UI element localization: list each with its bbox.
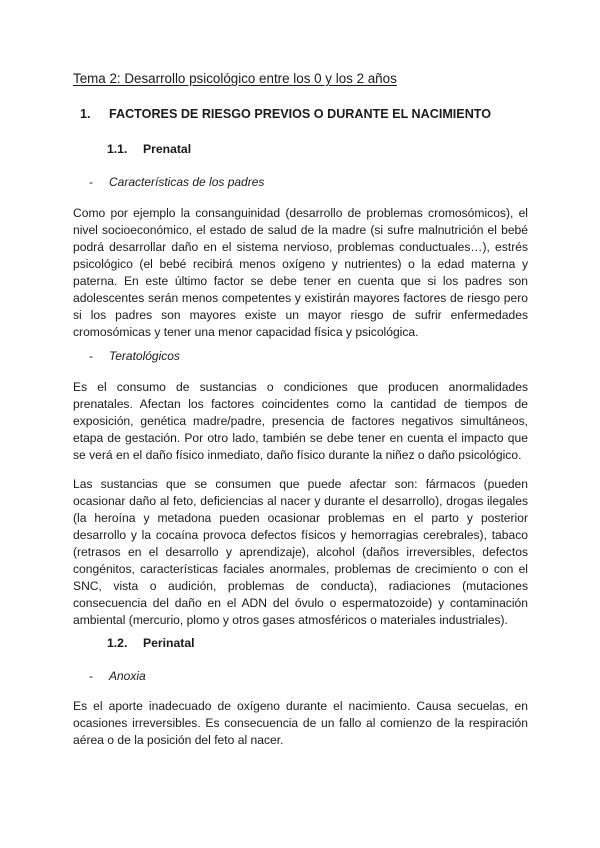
bullet-label: Teratológicos — [109, 349, 180, 363]
bullet-dash: - — [89, 175, 93, 189]
paragraph-caracteristicas: Como por ejemplo la consanguinidad (desarrollo de problemas cromosómicos), el nivel socioeconómico, el estado de salud de la madre (si sufre malnutrición el bebé podrá desarrollar daño en el sistema nervioso, problemas conductuales…), estrés psicológico (el bebé recibirá menos oxígeno y nutrientes) o la edad materna y paterna. En este último factor se debe tener en cuenta que si los padres son adolescentes serán menos competentes y existirán mayores factores de riesgo pero si los padres son mayores existe un mayor riesgo de sufrir enfermedades cromosómicas y tener una menor capacidad física y psicológica. — [73, 206, 528, 339]
subsection-heading-perinatal — [107, 636, 194, 650]
bullet-label: Anoxia — [109, 669, 146, 683]
bullet-teratologicos — [89, 349, 180, 363]
subsection-number: 1.1. — [107, 142, 128, 156]
section-title: FACTORES DE RIESGO PREVIOS O DURANTE EL NACIMIENTO — [109, 107, 492, 121]
subsection-title: Perinatal — [143, 636, 195, 650]
section-heading — [80, 107, 491, 121]
bullet-dash: - — [89, 349, 93, 363]
bullet-caracteristicas-padres — [89, 175, 264, 189]
subsection-heading-prenatal — [107, 142, 191, 156]
subsection-number: 1.2. — [107, 636, 128, 650]
bullet-anoxia — [89, 669, 146, 683]
paragraph-teratologicos: Es el consumo de sustancias o condiciones que producen anormalidades prenatales. Afectan los factores coincidentes como la cantidad de tiempos de exposición, genética madre/padre, presencia de factores negativos simultáneos, etapa de gestación. Por otro lado, también se debe tener en cuenta el impacto que se verá en el daño físico inmediato, daño físico durante la niñez o daño psicológico. — [73, 380, 528, 462]
section-number: 1. — [80, 107, 91, 121]
bullet-dash: - — [89, 669, 93, 683]
paragraph-sustancias: Las sustancias que se consumen que puede afectar son: fármacos (pueden ocasionar daño al feto, deficiencias al nacer y durante el desarrollo), drogas ilegales (la heroína y metadona pueden ocasionar problemas en el parto y posterior desarrollo y la cocaína provoca defectos físicos y hemorragias cerebrales), tabaco (retrasos en el desarrollo y aprendizaje), alcohol (daños irreversibles, defectos congénitos, características faciales anormales, problemas de crecimiento o con el SNC, vista o audición, problemas de conducta), radiaciones (mutaciones consecuencia del daño en el ADN del óvulo o espermatozoide) y contaminación ambiental (mercurio, plomo y otros gases atmosféricos o materiales industriales). — [73, 477, 528, 627]
paragraph-anoxia: Es el aporte inadecuado de oxígeno durante el nacimiento. Causa secuelas, en ocasiones irreversibles. Es consecuencia de un fallo al comienzo de la respiración aérea o de la posición del feto al nacer. — [73, 699, 528, 747]
document-title: Tema 2: Desarrollo psicológico entre los 0 y los 2 años — [73, 71, 397, 86]
bullet-label: Características de los padres — [109, 175, 265, 189]
subsection-title: Prenatal — [143, 142, 192, 156]
